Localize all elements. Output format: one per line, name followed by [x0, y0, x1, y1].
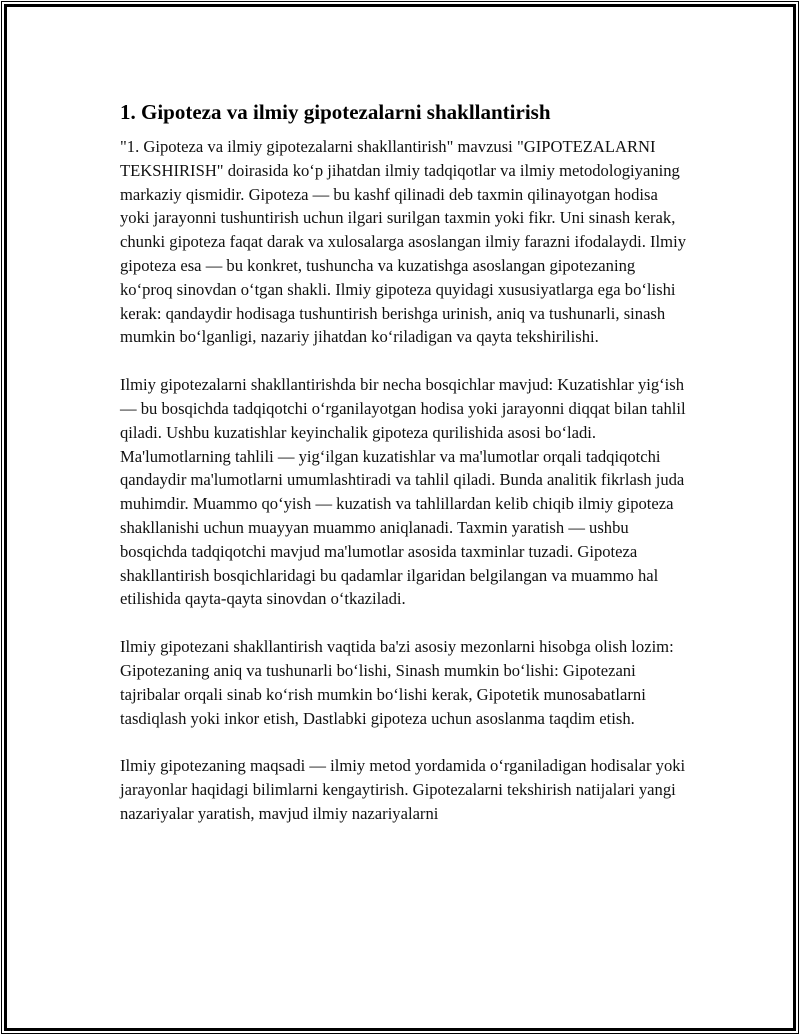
paragraph: "1. Gipoteza va ilmiy gipotezalarni shakllantirish" mavzusi "GIPOTEZALARNI TEKSHIRISH" doirasida koʻp jihatdan ilmiy tadqiqotlar va ilmiy metodologiyaning markaziy qismidir. Gipoteza — bu kashf qilinadi deb taxmin qilinayotgan hodisa yoki jarayonni tushuntirish uchun ilgari surilgan taxmin yoki fikr. Uni sinash kerak, chunki gipoteza faqat darak va xulosalarga asoslangan ilmiy farazni ifodalaydi. Ilmiy gipoteza esa — bu konkret, tushuncha va kuzatishga asoslangan gipotezaning koʻproq sinovdan oʻtgan shakli. Ilmiy gipoteza quyidagi xususiyatlarga ega boʻlishi kerak: qandaydir hodisaga tushuntirish berishga urinish, aniq va tushunarli, sinash mumkin boʻlganligi, nazariy jihatdan koʻriladigan va qayta tekshirilishi.	[120, 137, 686, 347]
section-heading: 1. Gipoteza va ilmiy gipotezalarni shakllantirish	[120, 100, 551, 124]
document-body	[120, 99, 690, 850]
paragraph: Ilmiy gipotezaning maqsadi — ilmiy metod yordamida oʻrganiladigan hodisalar yoki jarayonlar haqidagi bilimlarni kengaytirish. Gipotezalarni tekshirish natijalari yangi nazariyalar yaratish, mavjud ilmiy nazariyalarni	[120, 756, 686, 823]
paragraph: Ilmiy gipotezalarni shakllantirishda bir necha bosqichlar mavjud: Kuzatishlar yigʻish — bu bosqichda tadqiqotchi oʻrganilayotgan hodisa yoki jarayonni diqqat bilan tahlil qiladi. Ushbu kuzatishlar keyinchalik gipoteza qurilishida asosi boʻladi. Ma'lumotlarning tahlili — yigʻilgan kuzatishlar va ma'lumotlar orqali tadqiqotchi qandaydir ma'lumotlarni umumlashtiradi va tahlil qiladi. Bunda analitik fikrlash juda muhimdir. Muammo qoʻyish — kuzatish va tahlillardan kelib chiqib ilmiy gipoteza shakllanishi uchun muayyan muammo aniqlanadi. Taxmin yaratish — ushbu bosqichda tadqiqotchi mavjud ma'lumotlar asosida taxminlar tuzadi. Gipoteza shakllantirish bosqichlaridagi bu qadamlar ilgaridan belgilangan va muammo hal etilishida qayta-qayta sinovdan oʻtkaziladi.	[120, 375, 686, 609]
page-frame	[4, 4, 796, 1031]
paragraph: Ilmiy gipotezani shakllantirish vaqtida ba'zi asosiy mezonlarni hisobga olish lozim: Gipotezaning aniq va tushunarli boʻlishi, Sinash mumkin boʻlishi: Gipotezani tajribalar orqali sinab koʻrish mumkin boʻlishi kerak, Gipotetik munosabatlarni tasdiqlash yoki inkor etish, Dastlabki gipoteza uchun asoslanma taqdim etish.	[120, 637, 674, 728]
